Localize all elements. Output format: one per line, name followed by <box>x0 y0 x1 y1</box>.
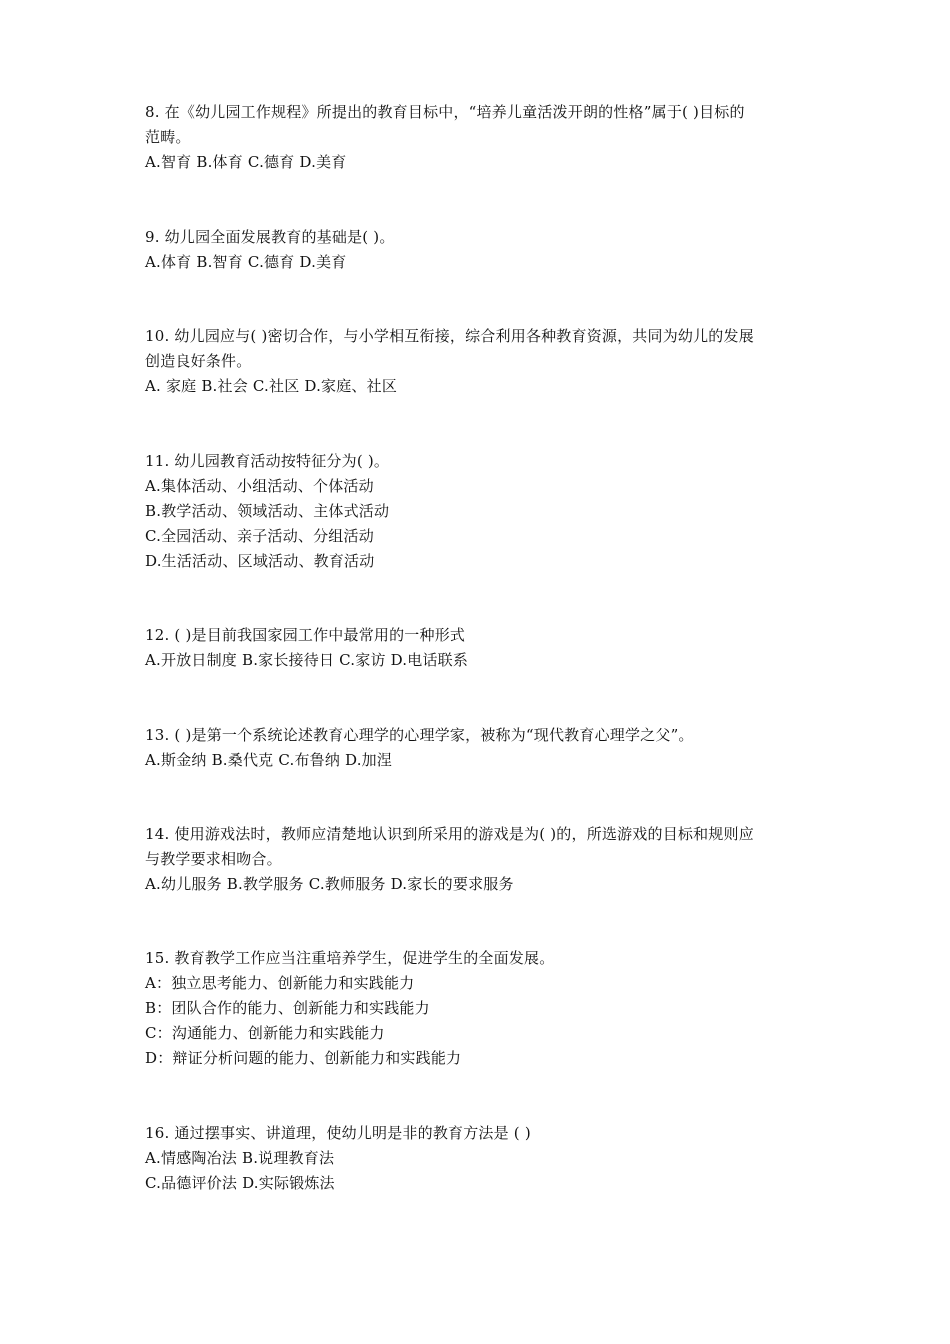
option-line: D.生活活动、区域活动、教育活动 <box>145 552 375 570</box>
question-16 <box>145 1121 815 1196</box>
option-line: A.情感陶冶法 B.说理教育法 <box>145 1149 335 1167</box>
option-line: A.智育 B.体育 C.德育 D.美育 <box>145 153 347 171</box>
question-stem-line: 16. 通过摆事实、讲道理，使幼儿明是非的教育方法是 ( ) <box>145 1124 531 1142</box>
question-8 <box>145 100 815 175</box>
question-stem-line: 10. 幼儿园应与( )密切合作，与小学相互衔接，综合利用各种教育资源，共同为幼儿的发展 <box>145 327 754 345</box>
option-line: B：团队合作的能力、创新能力和实践能力 <box>145 999 430 1017</box>
question-15 <box>145 946 815 1071</box>
question-stem-line: 创造良好条件。 <box>145 352 252 370</box>
question-stem-line: 9. 幼儿园全面发展教育的基础是( )。 <box>145 228 395 246</box>
question-stem-line: 8. 在《幼儿园工作规程》所提出的教育目标中，“培养儿童活泼开朗的性格”属于( )目标的 <box>145 103 745 121</box>
option-line: D：辩证分析问题的能力、创新能力和实践能力 <box>145 1049 462 1067</box>
question-stem-line: 范畴。 <box>145 128 191 146</box>
question-13 <box>145 723 815 773</box>
option-line: A.斯金纳 B.桑代克 C.布鲁纳 D.加涅 <box>145 751 393 769</box>
option-line: C：沟通能力、创新能力和实践能力 <box>145 1024 385 1042</box>
option-line: A. 家庭 B.社会 C.社区 D.家庭、社区 <box>145 377 398 395</box>
question-14 <box>145 822 815 897</box>
question-10 <box>145 324 815 399</box>
question-12 <box>145 623 815 673</box>
question-11 <box>145 449 815 574</box>
question-stem-line: 12. ( )是目前我国家园工作中最常用的一种形式 <box>145 626 466 644</box>
option-line: C.品德评价法 D.实际锻炼法 <box>145 1174 335 1192</box>
question-stem-line: 13. ( )是第一个系统论述教育心理学的心理学家，被称为“现代教育心理学之父”。 <box>145 726 694 744</box>
question-stem-line: 11. 幼儿园教育活动按特征分为( )。 <box>145 452 390 470</box>
option-line: A.集体活动、小组活动、个体活动 <box>145 477 374 495</box>
option-line: C.全园活动、亲子活动、分组活动 <box>145 527 374 545</box>
question-9 <box>145 225 815 275</box>
option-line: A：独立思考能力、创新能力和实践能力 <box>145 974 415 992</box>
question-stem-line: 15. 教育教学工作应当注重培养学生，促进学生的全面发展。 <box>145 949 555 967</box>
question-stem-line: 与教学要求相吻合。 <box>145 850 282 868</box>
option-line: A.幼儿服务 B.教学服务 C.教师服务 D.家长的要求服务 <box>145 875 514 893</box>
question-stem-line: 14. 使用游戏法时，教师应清楚地认识到所采用的游戏是为( )的，所选游戏的目标和规则应 <box>145 825 754 843</box>
option-line: A.开放日制度 B.家长接待日 C.家访 D.电话联系 <box>145 651 469 669</box>
option-line: B.教学活动、领域活动、主体式活动 <box>145 502 390 520</box>
option-line: A.体育 B.智育 C.德育 D.美育 <box>145 253 347 271</box>
